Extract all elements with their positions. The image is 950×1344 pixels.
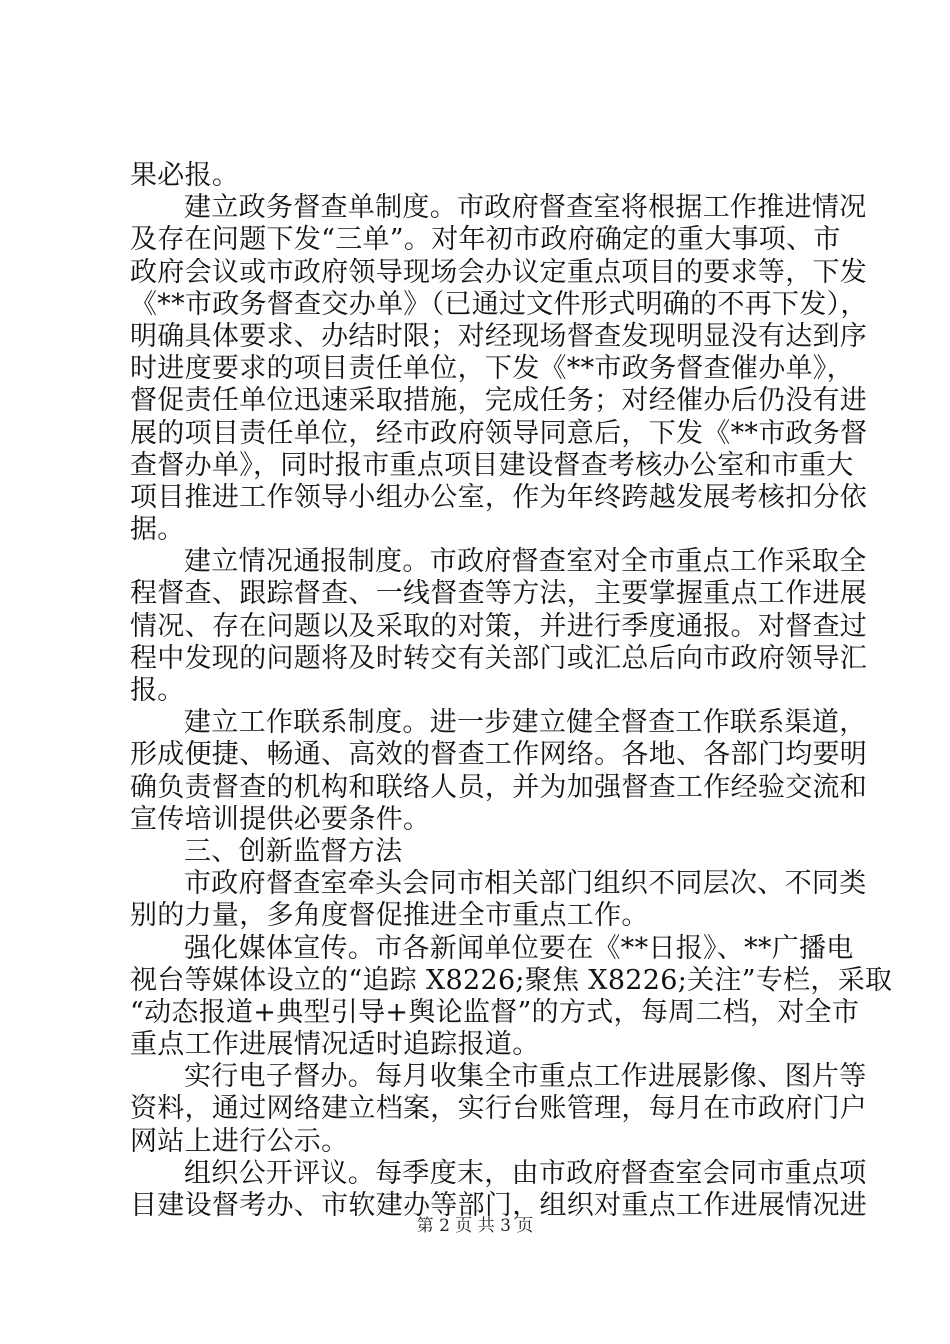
text-line: 组织公开评议。每季度末，由市政府督查室会同市重点项 [184,1157,867,1189]
text-line: 建立工作联系制度。进一步建立健全督查工作联系渠道， [184,707,867,739]
text-line: 及存在问题下发“三单”。对年初市政府确定的重大事项、市 [130,224,841,256]
text-line: 展的项目责任单位，经市政府领导同意后，下发《**市政务督 [130,417,868,449]
text-line: “动态报道+典型引导+舆论监督”的方式，每周二档，对全市 [130,996,860,1028]
text-line: 果必报。 [130,160,240,191]
text-line: 市政府督查室牵头会同市相关部门组织不同层次、不同类 [184,868,867,900]
text-line: 据。 [130,514,185,546]
text-line: 强化媒体宣传。市各新闻单位要在《**日报》、**广播电 [184,932,854,964]
text-line: 程督查、跟踪督查、一线督查等方法，主要掌握重点工作进展 [130,578,868,610]
text-line: 政府会议或市政府领导现场会办议定重点项目的要求等，下发 [130,256,868,288]
text-line: 资料，通过网络建立档案，实行台账管理，每月在市政府门户 [130,1093,868,1125]
text-line: 确负责督查的机构和联络人员，并为加强督查工作经验交流和 [130,771,868,803]
text-line: 建立情况通报制度。市政府督查室对全市重点工作采取全 [184,546,867,578]
document-body [130,160,893,1222]
text-line: 视台等媒体设立的“追踪 X8226;聚焦 X8226;关注”专栏，采取 [130,964,893,996]
text-line: 督促责任单位迅速采取措施，完成任务；对经催办后仍没有进 [130,385,868,417]
text-line: 形成便捷、畅通、高效的督查工作网络。各地、各部门均要明 [130,739,868,771]
text-line: 情况、存在问题以及采取的对策，并进行季度通报。对督查过 [130,610,868,642]
text-line: 建立政务督查单制度。市政府督查室将根据工作推进情况 [184,192,867,224]
text-line: 《**市政务督查交办单》（已通过文件形式明确的不再下发）， [130,288,868,320]
text-line: 查督办单》，同时报市重点项目建设督查考核办公室和市重大 [130,449,854,481]
text-line: 程中发现的问题将及时转交有关部门或汇总后向市政府领导汇 [130,642,868,674]
text-line: 宣传培训提供必要条件。 [130,803,431,835]
page-footer [0,1216,950,1236]
text-line: 时进度要求的项目责任单位，下发《**市政务督查催办单》， [130,353,854,385]
text-line: 项目推进工作领导小组办公室，作为年终跨越发展考核扣分依 [130,481,868,513]
text-line: 三、创新监督方法 [184,835,403,867]
text-line: 网站上进行公示。 [130,1125,349,1157]
text-line: 报。 [130,675,185,706]
page-number-label: 第 2 页 共 3 页 [416,1216,534,1236]
text-line: 实行电子督办。每月收集全市重点工作进展影像、图片等 [184,1061,867,1093]
text-line: 明确具体要求、办结时限；对经现场督查发现明显没有达到序 [130,320,868,352]
text-line: 别的力量，多角度督促推进全市重点工作。 [130,900,649,932]
text-line: 重点工作进展情况适时追踪报道。 [130,1029,540,1061]
text-line: 目建设督考办、市软建办等部门，组织对重点工作进展情况进 [130,1190,868,1221]
